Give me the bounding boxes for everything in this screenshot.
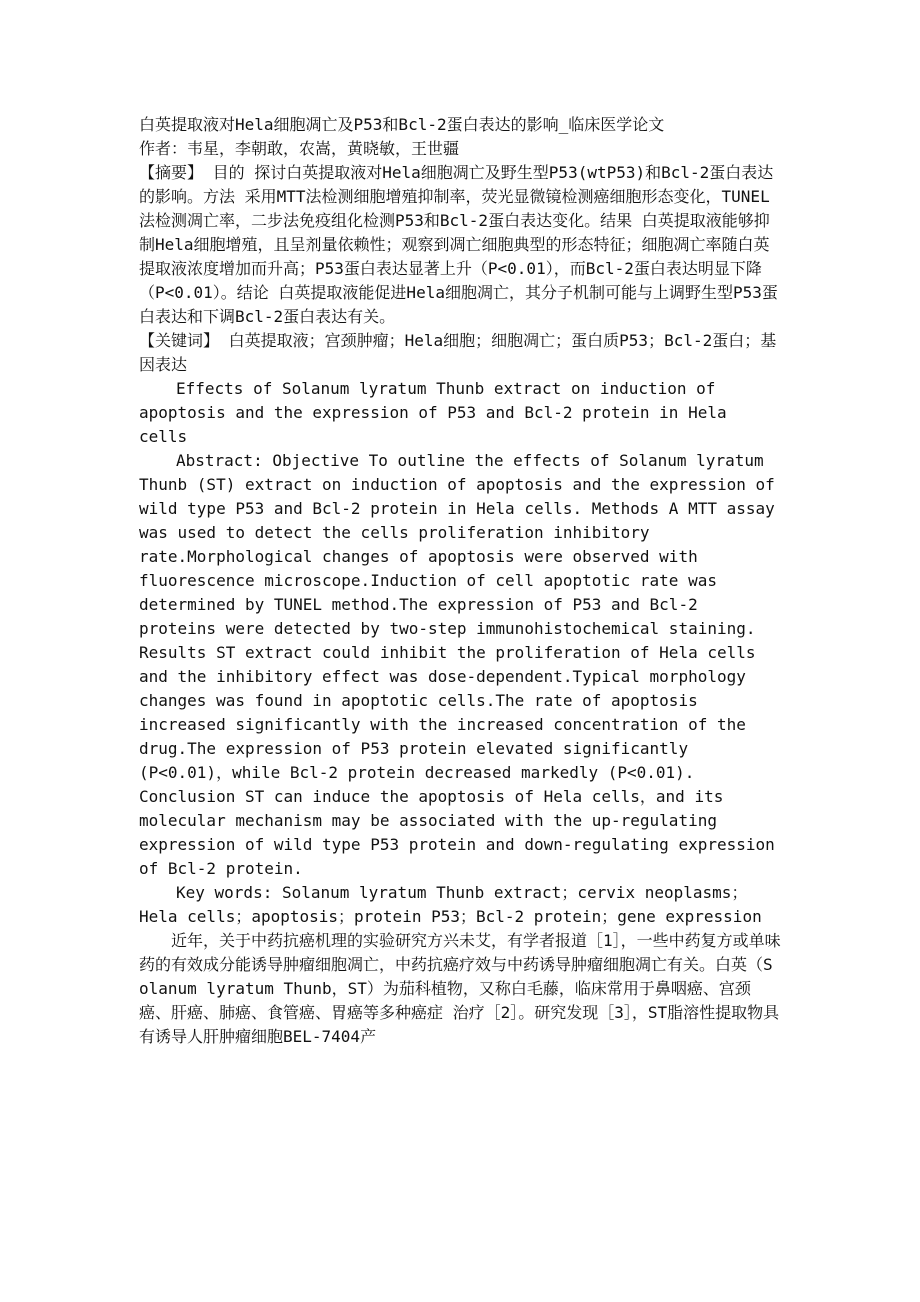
document-authors: 作者：韦星，李朝敢，农嵩，黄晓敏，王世疆 xyxy=(139,139,460,158)
introduction-paragraph: 近年，关于中药抗癌机理的实验研究方兴未艾，有学者报道［1］，一些中药复方或单味药的有效成分能诱导肿瘤细胞凋亡，中药抗癌疗效与中药诱导肿瘤细胞凋亡有关。白英（Solanum lyratum Thunb，ST）为茄科植物，又称白毛藤，临床常用于鼻咽癌、宫颈癌、肝癌、肺癌、食管癌、胃癌等多种癌症 治疗［2］。研究发现［3］，ST脂溶性提取物具有诱导人肝肿瘤细胞BEL-7404产 xyxy=(139,931,781,1046)
abstract-english: Abstract: Objective To outline the effects of Solanum lyratum Thunb (ST) extract on induction of apoptosis and the expression of wild type P53 and Bcl-2 protein in Hela cells. Methods A MTT assay was used to detect the cells proliferation inhibitory rate.Morphological changes of apoptosis were observed with fluorescence microscope.Induction of cell apoptotic rate was determined by TUNEL method.The expression of P53 and Bcl-2 proteins were detected by two-step immunohistochemical staining. Results ST extract could inhibit the proliferation of Hela cells and the inhibitory effect was dose-dependent.Typical morphology changes was found in apoptotic cells.The rate of apoptosis increased significantly with the increased concentration of the drug.The expression of P53 protein elevated significantly (P<0.01)，while Bcl-2 protein decreased markedly (P<0.01). Conclusion ST can induce the apoptosis of Hela cells，and its molecular mechanism may be associated with the up-regulating expression of wild type P53 protein and down-regulating expression of Bcl-2 protein. xyxy=(139,451,775,878)
document-page xyxy=(139,113,781,1049)
keywords-english: Key words: Solanum lyratum Thunb extract；cervix neoplasms；Hela cells；apoptosis；protein P53；Bcl-2 protein；gene expression xyxy=(139,883,762,926)
abstract-chinese: 【摘要】 目的 探讨白英提取液对Hela细胞凋亡及野生型P53(wtP53)和Bcl-2蛋白表达的影响。方法 采用MTT法检测细胞增殖抑制率，荧光显微镜检测癌细胞形态变化，TUNEL法检测凋亡率，二步法免疫组化检测P53和Bcl-2蛋白表达变化。结果 白英提取液能够抑制Hela细胞增殖，且呈剂量依赖性；观察到凋亡细胞典型的形态特征；细胞凋亡率随白英提取液浓度增加而升高；P53蛋白表达显著上升（P<0.01），而Bcl-2蛋白表达明显下降（P<0.01）。结论 白英提取液能促进Hela细胞凋亡，其分子机制可能与上调野生型P53蛋白表达和下调Bcl-2蛋白表达有关。 xyxy=(139,163,778,326)
document-title: 白英提取液对Hela细胞凋亡及P53和Bcl-2蛋白表达的影响_临床医学论文 xyxy=(139,115,665,134)
english-title: Effects of Solanum lyratum Thunb extract on induction of apoptosis and the expression of P53 and Bcl-2 protein in Hela cells xyxy=(139,379,727,446)
keywords-chinese: 【关键词】 白英提取液；宫颈肿瘤；Hela细胞；细胞凋亡；蛋白质P53；Bcl-2蛋白；基因表达 xyxy=(139,331,777,374)
